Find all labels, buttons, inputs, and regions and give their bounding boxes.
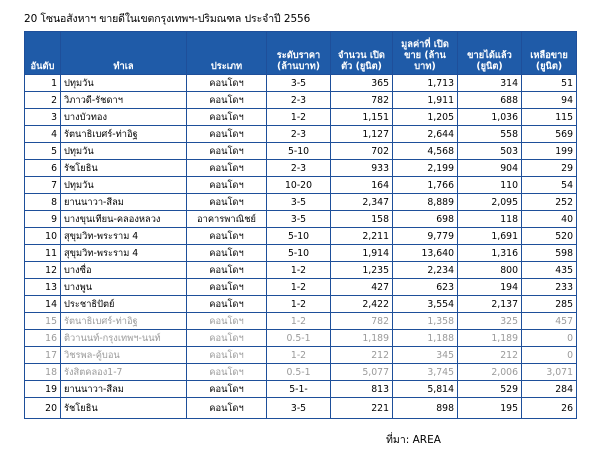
cell-units: 1,914 <box>331 245 393 262</box>
header-price: ระดับราคา (ล้านบาท) <box>267 32 331 75</box>
cell-remaining: 598 <box>522 245 577 262</box>
cell-value: 1,911 <box>393 92 458 109</box>
cell-value: 1,766 <box>393 177 458 194</box>
cell-rank: 4 <box>25 126 61 143</box>
cell-units: 782 <box>331 313 393 330</box>
table-title: 20 โซนอสังหาฯ ขายดีในเขตกรุงเทพฯ-ปริมณฑล ประจำปี 2556 <box>24 13 311 25</box>
cell-sold: 2,006 <box>458 364 522 381</box>
cell-value: 1,358 <box>393 313 458 330</box>
cell-units: 813 <box>331 381 393 398</box>
cell-remaining: 233 <box>522 279 577 296</box>
cell-remaining: 199 <box>522 143 577 160</box>
cell-value: 898 <box>393 398 458 419</box>
cell-sold: 1,036 <box>458 109 522 126</box>
cell-type: คอนโดฯ <box>187 160 267 177</box>
cell-location: รัตนาธิเบศร์-ท่าอิฐ <box>61 126 187 143</box>
table-row <box>25 211 577 228</box>
cell-sold: 325 <box>458 313 522 330</box>
cell-rank: 12 <box>25 262 61 279</box>
cell-remaining: 0 <box>522 347 577 364</box>
cell-type: คอนโดฯ <box>187 245 267 262</box>
cell-location: ปทุมวัน <box>61 143 187 160</box>
cell-units: 1,151 <box>331 109 393 126</box>
cell-location: ยานนาวา-สีลม <box>61 194 187 211</box>
cell-remaining: 0 <box>522 330 577 347</box>
table-row <box>25 109 577 126</box>
cell-price: 0.5-1 <box>267 330 331 347</box>
table-row <box>25 245 577 262</box>
cell-location: ติวานนท์-กรุงเทพฯ-นนท์ <box>61 330 187 347</box>
cell-value: 2,199 <box>393 160 458 177</box>
table-row <box>25 330 577 347</box>
cell-units: 2,422 <box>331 296 393 313</box>
cell-rank: 3 <box>25 109 61 126</box>
cell-location: บางบัวทอง <box>61 109 187 126</box>
table-row <box>25 364 577 381</box>
cell-sold: 110 <box>458 177 522 194</box>
cell-sold: 2,095 <box>458 194 522 211</box>
table-row <box>25 296 577 313</box>
cell-sold: 314 <box>458 75 522 92</box>
cell-value: 623 <box>393 279 458 296</box>
header-row <box>25 32 577 75</box>
cell-remaining: 285 <box>522 296 577 313</box>
cell-type: คอนโดฯ <box>187 109 267 126</box>
cell-remaining: 284 <box>522 381 577 398</box>
cell-price: 5-10 <box>267 143 331 160</box>
cell-value: 1,205 <box>393 109 458 126</box>
cell-type: คอนโดฯ <box>187 262 267 279</box>
cell-value: 345 <box>393 347 458 364</box>
cell-rank: 8 <box>25 194 61 211</box>
cell-sold: 212 <box>458 347 522 364</box>
cell-rank: 2 <box>25 92 61 109</box>
header-location: ทำเล <box>61 32 187 75</box>
cell-remaining: 26 <box>522 398 577 419</box>
cell-location: รัชโยธิน <box>61 160 187 177</box>
cell-rank: 19 <box>25 381 61 398</box>
cell-price: 1-2 <box>267 279 331 296</box>
cell-value: 2,644 <box>393 126 458 143</box>
cell-price: 3-5 <box>267 75 331 92</box>
cell-price: 2-3 <box>267 126 331 143</box>
cell-rank: 5 <box>25 143 61 160</box>
cell-rank: 17 <box>25 347 61 364</box>
cell-remaining: 569 <box>522 126 577 143</box>
source-note: ที่มา: AREA <box>386 434 441 446</box>
cell-type: คอนโดฯ <box>187 228 267 245</box>
cell-location: บางพูน <box>61 279 187 296</box>
cell-units: 702 <box>331 143 393 160</box>
table-row <box>25 194 577 211</box>
cell-price: 1-2 <box>267 313 331 330</box>
cell-rank: 10 <box>25 228 61 245</box>
cell-sold: 503 <box>458 143 522 160</box>
cell-remaining: 54 <box>522 177 577 194</box>
table-row <box>25 313 577 330</box>
table-row <box>25 381 577 398</box>
header-units: จำนวน เปิดตัว (ยูนิต) <box>331 32 393 75</box>
cell-type: คอนโดฯ <box>187 194 267 211</box>
cell-price: 5-10 <box>267 245 331 262</box>
cell-location: ปทุมวัน <box>61 75 187 92</box>
cell-location: ประชาธิปัตย์ <box>61 296 187 313</box>
cell-value: 3,554 <box>393 296 458 313</box>
cell-type: คอนโดฯ <box>187 143 267 160</box>
cell-rank: 16 <box>25 330 61 347</box>
table-row <box>25 177 577 194</box>
cell-rank: 20 <box>25 398 61 419</box>
cell-value: 1,713 <box>393 75 458 92</box>
cell-value: 8,889 <box>393 194 458 211</box>
cell-remaining: 40 <box>522 211 577 228</box>
cell-type: คอนโดฯ <box>187 177 267 194</box>
header-rank: อันดับ <box>25 32 61 75</box>
cell-price: 5-10 <box>267 228 331 245</box>
cell-rank: 15 <box>25 313 61 330</box>
cell-sold: 904 <box>458 160 522 177</box>
cell-remaining: 115 <box>522 109 577 126</box>
cell-remaining: 252 <box>522 194 577 211</box>
cell-remaining: 520 <box>522 228 577 245</box>
cell-location: สุขุมวิท-พระราม 4 <box>61 228 187 245</box>
cell-location: รัชโยธิน <box>61 398 187 419</box>
cell-type: คอนโดฯ <box>187 330 267 347</box>
cell-rank: 11 <box>25 245 61 262</box>
cell-type: คอนโดฯ <box>187 313 267 330</box>
cell-price: 1-2 <box>267 347 331 364</box>
cell-value: 4,568 <box>393 143 458 160</box>
table-row <box>25 398 577 419</box>
table-row <box>25 75 577 92</box>
cell-type: อาคารพาณิชย์ <box>187 211 267 228</box>
cell-location: สุขุมวิท-พระราม 4 <box>61 245 187 262</box>
cell-type: คอนโดฯ <box>187 347 267 364</box>
cell-price: 2-3 <box>267 92 331 109</box>
cell-location: รัตนาธิเบศร์-ท่าอิฐ <box>61 313 187 330</box>
cell-units: 427 <box>331 279 393 296</box>
cell-sold: 688 <box>458 92 522 109</box>
cell-sold: 118 <box>458 211 522 228</box>
cell-location: วิชรพล-คู้บอน <box>61 347 187 364</box>
cell-type: คอนโดฯ <box>187 92 267 109</box>
table-row <box>25 262 577 279</box>
table-row <box>25 126 577 143</box>
cell-remaining: 3,071 <box>522 364 577 381</box>
cell-units: 5,077 <box>331 364 393 381</box>
cell-units: 1,127 <box>331 126 393 143</box>
cell-type: คอนโดฯ <box>187 75 267 92</box>
cell-rank: 18 <box>25 364 61 381</box>
header-sold: ขายได้แล้ว (ยูนิต) <box>458 32 522 75</box>
cell-sold: 1,316 <box>458 245 522 262</box>
cell-type: คอนโดฯ <box>187 398 267 419</box>
cell-location: บางขุนเทียน-คลองหลวง <box>61 211 187 228</box>
cell-location: บางซื่อ <box>61 262 187 279</box>
table-row <box>25 228 577 245</box>
cell-sold: 2,137 <box>458 296 522 313</box>
table-row <box>25 160 577 177</box>
cell-rank: 14 <box>25 296 61 313</box>
cell-price: 5-1- <box>267 381 331 398</box>
cell-price: 2-3 <box>267 160 331 177</box>
cell-units: 2,211 <box>331 228 393 245</box>
cell-sold: 195 <box>458 398 522 419</box>
cell-rank: 9 <box>25 211 61 228</box>
cell-sold: 1,189 <box>458 330 522 347</box>
cell-price: 1-2 <box>267 262 331 279</box>
cell-rank: 1 <box>25 75 61 92</box>
cell-sold: 529 <box>458 381 522 398</box>
cell-remaining: 51 <box>522 75 577 92</box>
cell-price: 1-2 <box>267 296 331 313</box>
cell-units: 782 <box>331 92 393 109</box>
cell-rank: 13 <box>25 279 61 296</box>
cell-remaining: 457 <box>522 313 577 330</box>
cell-location: ยานนาวา-สีลม <box>61 381 187 398</box>
cell-location: ปทุมวัน <box>61 177 187 194</box>
cell-units: 164 <box>331 177 393 194</box>
header-value: มูลค่าที่ เปิดขาย (ล้านบาท) <box>393 32 458 75</box>
cell-sold: 194 <box>458 279 522 296</box>
cell-type: คอนโดฯ <box>187 279 267 296</box>
table-row <box>25 347 577 364</box>
cell-units: 158 <box>331 211 393 228</box>
cell-price: 10-20 <box>267 177 331 194</box>
table-row <box>25 279 577 296</box>
cell-rank: 7 <box>25 177 61 194</box>
cell-units: 1,189 <box>331 330 393 347</box>
cell-location: รังสิตคลอง1-7 <box>61 364 187 381</box>
cell-sold: 1,691 <box>458 228 522 245</box>
cell-value: 5,814 <box>393 381 458 398</box>
header-type: ประเภท <box>187 32 267 75</box>
cell-units: 933 <box>331 160 393 177</box>
cell-remaining: 435 <box>522 262 577 279</box>
cell-sold: 800 <box>458 262 522 279</box>
cell-units: 212 <box>331 347 393 364</box>
cell-value: 9,779 <box>393 228 458 245</box>
cell-remaining: 94 <box>522 92 577 109</box>
cell-units: 2,347 <box>331 194 393 211</box>
cell-rank: 6 <box>25 160 61 177</box>
table-body <box>25 75 577 419</box>
cell-price: 0.5-1 <box>267 364 331 381</box>
header-remaining: เหลือขาย (ยูนิต) <box>522 32 577 75</box>
sales-table <box>24 31 577 419</box>
cell-value: 698 <box>393 211 458 228</box>
cell-type: คอนโดฯ <box>187 126 267 143</box>
cell-type: คอนโดฯ <box>187 296 267 313</box>
cell-price: 3-5 <box>267 211 331 228</box>
cell-value: 13,640 <box>393 245 458 262</box>
cell-type: คอนโดฯ <box>187 364 267 381</box>
cell-value: 3,745 <box>393 364 458 381</box>
table-row <box>25 143 577 160</box>
cell-price: 3-5 <box>267 194 331 211</box>
cell-price: 1-2 <box>267 109 331 126</box>
cell-location: วิภาวดี-รัชดาฯ <box>61 92 187 109</box>
cell-units: 1,235 <box>331 262 393 279</box>
table-row <box>25 92 577 109</box>
cell-units: 221 <box>331 398 393 419</box>
cell-value: 2,234 <box>393 262 458 279</box>
cell-sold: 558 <box>458 126 522 143</box>
cell-remaining: 29 <box>522 160 577 177</box>
cell-value: 1,188 <box>393 330 458 347</box>
cell-price: 3-5 <box>267 398 331 419</box>
cell-units: 365 <box>331 75 393 92</box>
cell-type: คอนโดฯ <box>187 381 267 398</box>
